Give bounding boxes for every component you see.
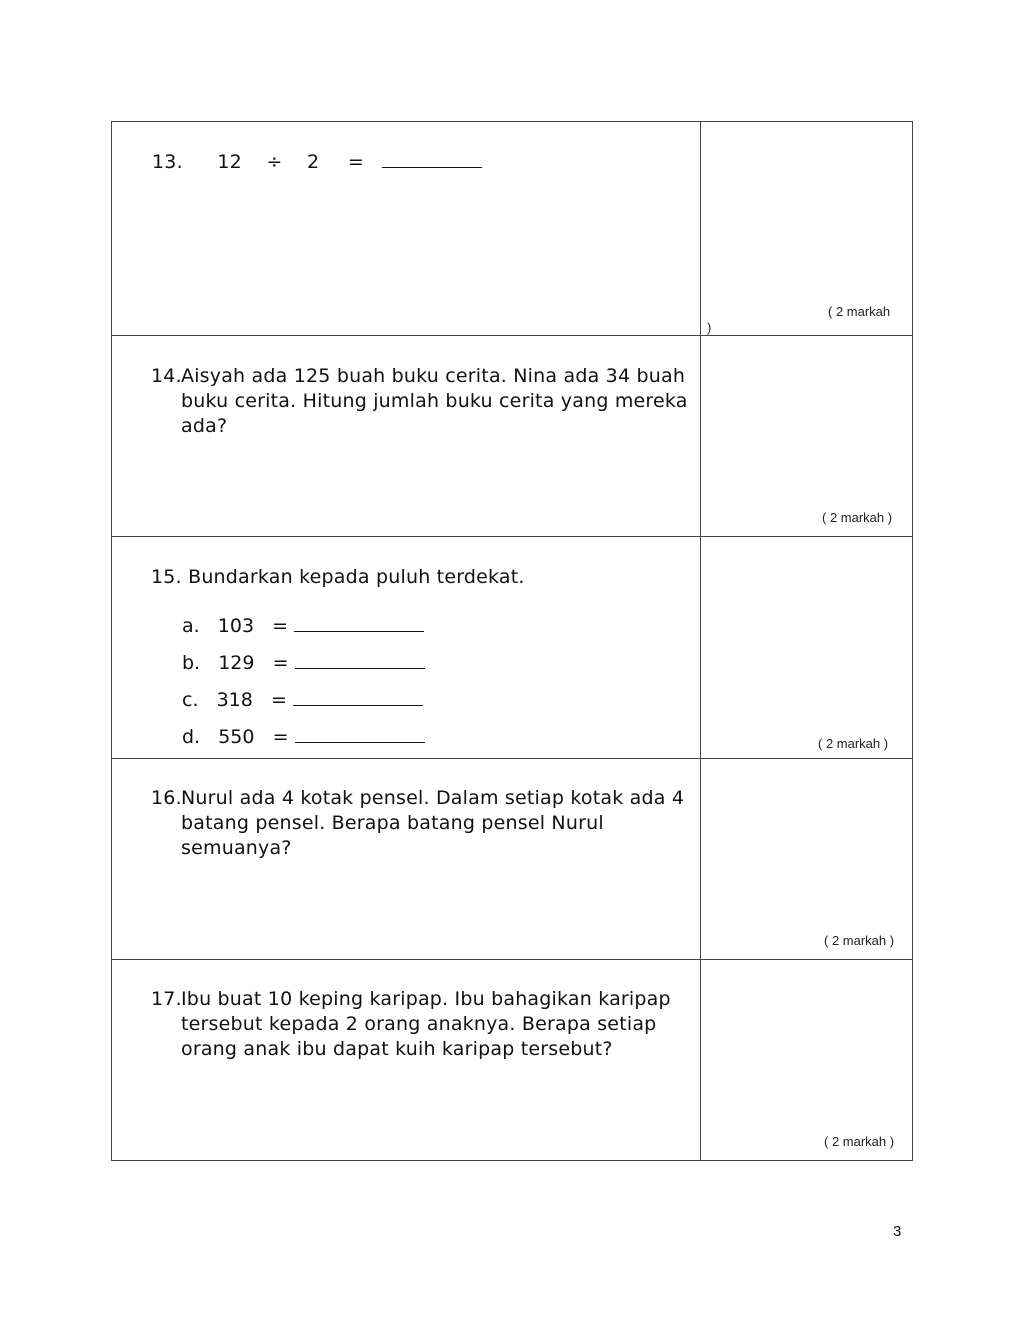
- question-row-15: [112, 537, 912, 759]
- mark-label: ( 2 markah ): [824, 933, 895, 948]
- question-row-13: [112, 122, 912, 336]
- question-17: [151, 987, 696, 1062]
- answer-cell-14[interactable]: [701, 336, 912, 536]
- equals-sign: =: [270, 689, 287, 711]
- item-value: 550: [218, 726, 255, 748]
- equals-sign: =: [347, 151, 364, 173]
- divide-sign: ÷: [266, 151, 283, 173]
- question-number: 13.: [152, 151, 183, 173]
- answer-cell-13[interactable]: [701, 122, 912, 335]
- page-number: 3: [893, 1223, 902, 1240]
- question-text: Bundarkan kepada puluh terdekat.: [188, 566, 525, 588]
- question-number: 16.: [151, 787, 182, 809]
- answer-cell-15[interactable]: [701, 537, 912, 758]
- item-value: 318: [216, 689, 253, 711]
- question-cell-16: [112, 759, 701, 959]
- answer-blank[interactable]: [295, 724, 425, 743]
- question-16: [151, 786, 696, 861]
- answer-blank[interactable]: [294, 613, 424, 632]
- answer-blank[interactable]: [293, 687, 423, 706]
- question-table: [111, 121, 913, 1161]
- answer-blank[interactable]: [295, 650, 425, 669]
- mark-label: ( 2 markah ): [818, 736, 889, 751]
- question-number: 17.: [151, 988, 182, 1010]
- rounding-item-d: [182, 724, 425, 750]
- question-row-14: [112, 336, 912, 537]
- question-number: 14.: [151, 365, 182, 387]
- question-cell-17: [112, 960, 701, 1160]
- rounding-item-a: [182, 613, 424, 639]
- operand-a: 12: [217, 151, 242, 173]
- item-value: 103: [217, 615, 255, 637]
- question-cell-13: [112, 122, 701, 335]
- item-label: b.: [182, 652, 201, 674]
- equals-sign: =: [272, 652, 289, 674]
- equals-sign: =: [272, 726, 289, 748]
- answer-cell-17[interactable]: [701, 960, 912, 1160]
- question-15: [151, 565, 525, 590]
- equals-sign: =: [272, 615, 289, 637]
- rounding-item-b: [182, 650, 425, 676]
- question-number: 15.: [151, 566, 182, 588]
- item-label: d.: [182, 726, 201, 748]
- question-cell-14: [112, 336, 701, 536]
- question-text: Aisyah ada 125 buah buku cerita. Nina ada 34 buah buku cerita. Hitung jumlah buku cerita yang mereka ada?: [181, 365, 688, 437]
- item-value: 129: [218, 652, 255, 674]
- rounding-item-c: [182, 687, 423, 713]
- mark-label: ( 2 markah ): [822, 510, 893, 525]
- mark-label-close: ): [707, 320, 712, 335]
- question-text: Ibu buat 10 keping karipap. Ibu bahagikan karipap tersebut kepada 2 orang anaknya. Berapa setiap orang anak ibu dapat kuih karipap tersebut?: [181, 988, 671, 1060]
- question-14: [151, 364, 696, 439]
- question-row-17: [112, 960, 912, 1160]
- question-13: [152, 149, 482, 175]
- question-cell-15: [112, 537, 701, 758]
- operand-b: 2: [307, 151, 320, 173]
- item-label: c.: [182, 689, 199, 711]
- mark-label: ( 2 markah ): [824, 1134, 895, 1149]
- answer-cell-16[interactable]: [701, 759, 912, 959]
- answer-blank[interactable]: [382, 149, 482, 168]
- mark-label: ( 2 markah: [828, 304, 891, 319]
- question-text: Nurul ada 4 kotak pensel. Dalam setiap kotak ada 4 batang pensel. Berapa batang pensel Nurul semuanya?: [181, 787, 685, 859]
- question-row-16: [112, 759, 912, 960]
- item-label: a.: [182, 615, 200, 637]
